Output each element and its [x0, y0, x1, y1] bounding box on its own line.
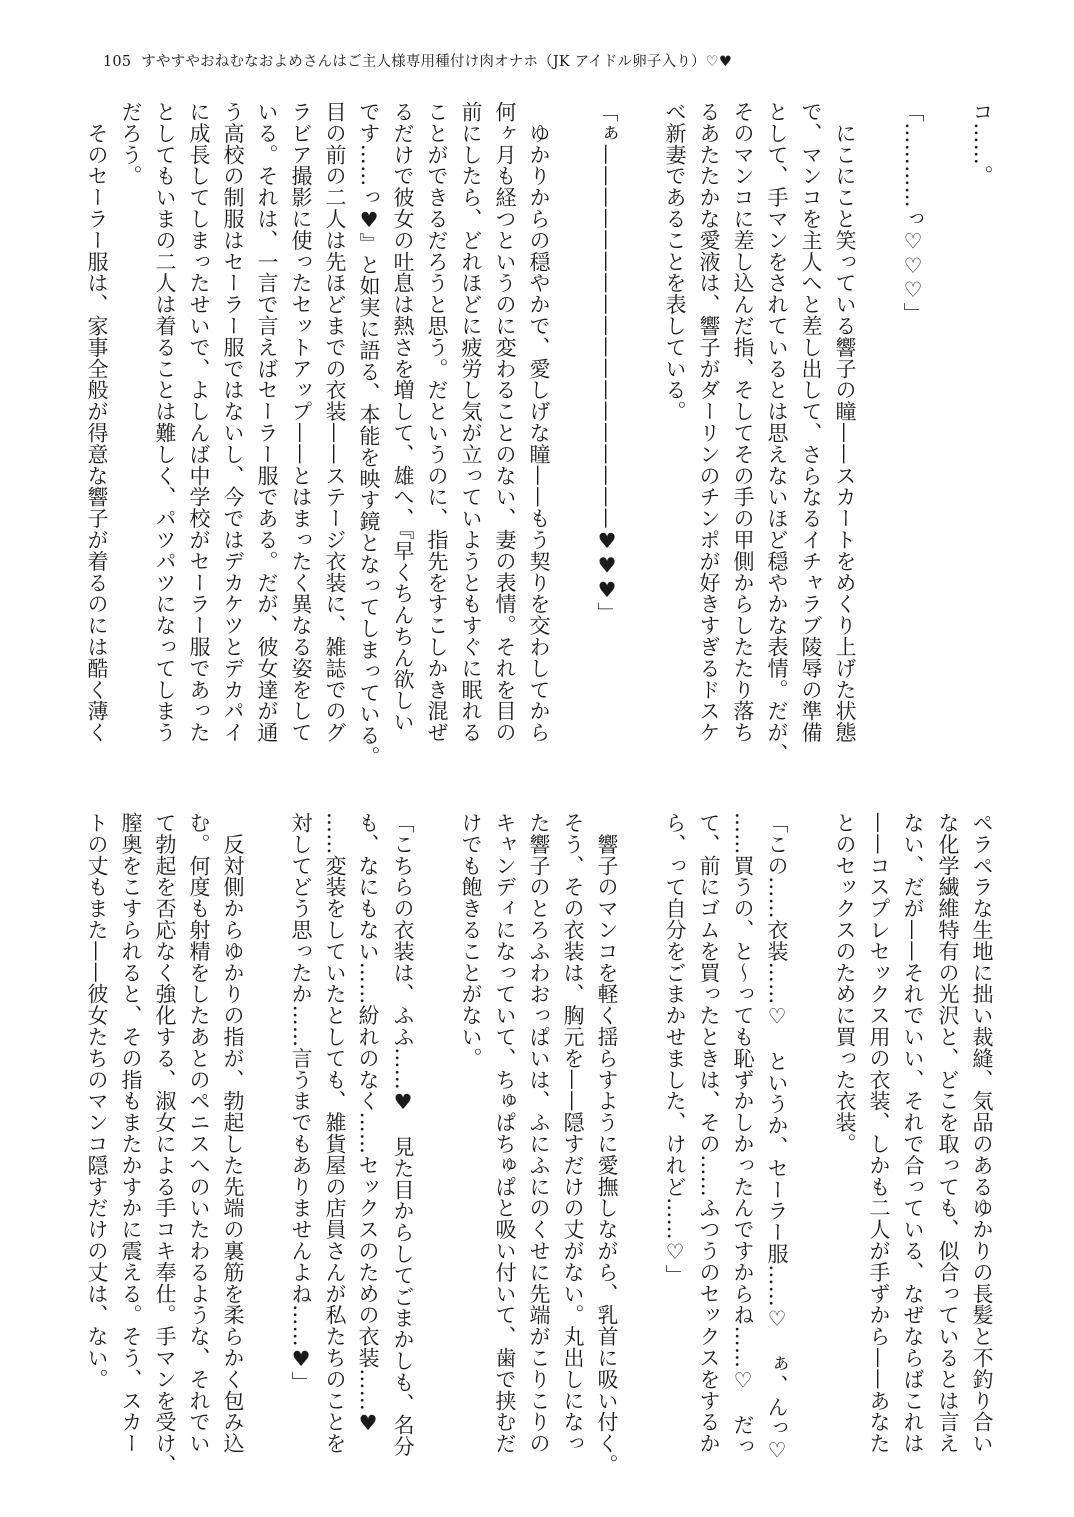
text-column: です……っ♥』と如実に語る、本能を映す鏡となってしまっている。 — [357, 101, 381, 768]
text-column: て勃起を否応なく強化する、淑女による手コキ奉仕。手マンを受け、 — [153, 812, 177, 1476]
text-column: るだけで彼女の吐息は熱さを増して、雄へ、『早くちんちん欲しい — [391, 101, 415, 733]
text-column: た響子のとろふわおっぱいは、ふにふにのくせに先端がこりこりの — [527, 812, 551, 1454]
text-column: 反対側からゆかりの指が、勃起した先端の裏筋を柔らかく包み込 — [221, 812, 245, 1454]
text-column: で、マンコを主人へと差し出して、さらなるイチャラブ陵辱の準備 — [799, 101, 823, 743]
text-column: う高校の制服はセーラー服ではないし、今ではデカケツとデカパイ — [221, 101, 245, 743]
text-column: な化学繊維特有の光沢と、どこを取っても、似合っているとは言え — [936, 812, 960, 1454]
text-column: て、前にゴムを買ったときは、その……ふつうのセックスをするか — [697, 812, 721, 1454]
text-column: ——コスプレセックス用の衣装、しかも二人が手ずから——あなた — [867, 812, 891, 1454]
text-column: ラビア撮影に使ったセットアップ——とはまったく異なる姿をして — [289, 101, 313, 743]
text-column: ら、って自分をごまかせました、けれど……♡」 — [663, 812, 687, 1286]
text-column: 「…………っ♡♡♡」 — [901, 101, 925, 324]
text-column: だろう。 — [119, 101, 143, 187]
text-column: ことができるだろうと思う。だというのに、指先をすこしかき混ぜ — [425, 101, 449, 743]
text-column: キャンディになっていて、ちゅぱちゅぱと吸い付いて、歯で挟むだ — [493, 812, 517, 1454]
text-column: るあたたかな愛液は、響子がダーリンのチンポが好きすぎるドスケ — [697, 101, 721, 743]
text-column: そのマンコに差し込んだ指、そしてその手の甲側からしたたり落ち — [731, 101, 755, 743]
text-column: 目の前の二人は先ほどまでの衣装——ステージ衣装に、雑誌でのグ — [323, 101, 347, 743]
text-column: として、手マンをされているとは思えないほど穏やかな表情。だが、 — [765, 101, 789, 765]
text-column: も、なにもない……紛れのなく……セックスのための衣装……♥ — [356, 812, 380, 1436]
text-column: ない、だが——それでいい、それで合っている、なぜならばこれは — [901, 812, 925, 1454]
text-column: 響子のマンコを軽く揺らすように愛撫しながら、乳首に吸い付く。 — [595, 812, 619, 1476]
text-column: コ……。 — [970, 101, 994, 187]
text-column: トの丈もまた——彼女たちのマンコ隠すだけの丈は、ない。 — [85, 812, 109, 1390]
text-column: 膣奥をこすられると、その指もまたかすかに震える。そう、スカー — [119, 812, 143, 1454]
text-column: 「この……衣装……♡ というか、セーラー服……♡ ぁ、んっ♡ — [765, 812, 789, 1463]
running-header — [103, 50, 732, 71]
book-title: すやすやおねむなおよめさんはご主人様専用種付け肉オナホ（JK アイドル卵子入り）♡♥ — [141, 54, 733, 70]
text-column: けでも飽きることがない。 — [459, 812, 483, 1069]
text-column: 対してどう思ったか……言うまでもありませんよね……♥」 — [289, 812, 313, 1393]
text-column: べ新妻であることを表している。 — [663, 101, 687, 422]
text-column: ……変装をしていたとしても、雑貨屋の店員さんが私たちのことを — [323, 812, 347, 1454]
text-column: 「ぁ——————————————————♥♥♥」 — [595, 101, 619, 624]
text-column: 前にしたら、どれほどに疲労し気が立っていようともすぐに眠れる — [459, 101, 483, 743]
text-column: に成長してしまったせいで、よしんば中学校がセーラー服であった — [187, 101, 211, 743]
text-column: いる。それは、一言で言えばセーラー服である。だが、彼女達が通 — [255, 101, 279, 743]
text-column: にこにこと笑っている響子の瞳——スカートをめくり上げた状態 — [833, 101, 857, 743]
text-column: とのセックスのために買った衣装。 — [833, 812, 857, 1155]
text-column: そう、その衣装は、胸元を——隠すだけの丈がない。丸出しになっ — [561, 812, 585, 1454]
text-column: む。何度も射精をしたあとのペニスへのいたわるような、それでい — [187, 812, 211, 1454]
text-column: そのセーラー服は、家事全般が得意な響子が着るのには酷く薄く — [85, 101, 109, 743]
text-column: 「こちらの衣装は、ふふ……♥ 見た目からしてごまかしも、名分 — [391, 812, 415, 1457]
text-column: ペラペラな生地に拙い裁縫、気品のあるゆかりの長髪と不釣り合い — [970, 812, 994, 1454]
text-column: ゆかりからの穏やかで、愛しげな瞳——もう契りを交わしてから — [527, 101, 551, 743]
text-column: ……買うの、と～っても恥ずかしかったんですからね……♡ だっ — [731, 812, 755, 1457]
page-number: 105 — [103, 54, 132, 70]
text-column: としてもいまの二人は着ることは難しく、パツパツになってしまう — [153, 101, 177, 743]
text-column: 何ヶ月も経つというのに変わることのない、妻の表情。それを目の — [493, 101, 517, 743]
